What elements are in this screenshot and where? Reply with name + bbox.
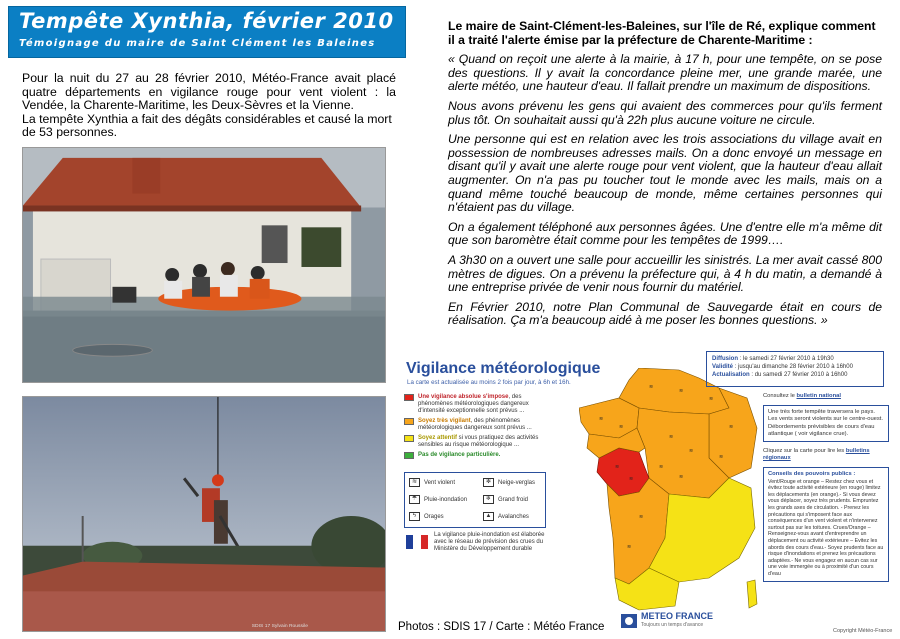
validite-value: : jusqu'au dimanche 28 février 2010 à 16h00 xyxy=(733,364,853,370)
photo-credits: Photos : SDIS 17 / Carte : Météo France xyxy=(398,621,605,633)
page-subtitle: Témoignage du maire de Saint Clément les Baleines xyxy=(19,38,376,49)
lightning-icon: ϟ xyxy=(409,512,420,521)
legend-yellow-title: Soyez attentif xyxy=(418,435,458,441)
svg-text:≋: ≋ xyxy=(629,476,634,482)
svg-text:≋: ≋ xyxy=(649,384,654,390)
header-banner xyxy=(8,6,406,58)
icon-orages xyxy=(409,512,444,521)
article-paragraph: Nous avons prévenu les gens qui avaient des commerces pour qu'ils ferment plus tôt. On souhaitait aussi qu'à 22h plus aucune voiture ne circule. xyxy=(448,98,882,127)
svg-text:≋: ≋ xyxy=(679,474,684,480)
svg-text:≋: ≋ xyxy=(627,544,632,550)
validite-line xyxy=(712,363,878,371)
storm-note-box: Une très forte tempête traversera le pays. Les vents seront violents sur le centre-ouest. Débordements prévisibles de cours d'eau atlantique ( voir vigilance crue). xyxy=(763,405,889,442)
diffusion-line xyxy=(712,355,878,363)
intro-paragraph-1: Pour la nuit du 27 au 28 février 2010, Météo-France avait placé quatre départements en vigilance rouge pour vent violent : la Vendée, la Charente-Maritime, les Deux-Sèvres et la Vienne. xyxy=(22,71,396,113)
svg-text:≋: ≋ xyxy=(689,448,694,454)
rain-icon: ☂ xyxy=(409,495,420,504)
snow-icon: ✻ xyxy=(483,478,494,487)
article-paragraph: « Quand on reçoit une alerte à la mairie, à 17 h, pour une tempête, on se pose des questions. Il y avait la concordance pleine mer, une grande marée, une alerte météo, une hauteur d'eau. Il fallait prendre un maximum de dispositions. xyxy=(448,52,882,94)
actualisation-value: : du samedi 27 février 2010 à 16h00 xyxy=(749,372,848,378)
article-lead: Le maire de Saint-Clément-les-Baleines, sur l'île de Ré, explique comment il a traité l'alerte émise par la préfecture de Charente-Maritime : xyxy=(448,19,876,47)
legend-red xyxy=(404,394,546,415)
bulletin-national-link[interactable]: bulletin national xyxy=(796,393,841,399)
click-text: Cliquez sur la carte pour lire les xyxy=(763,448,846,455)
helicopter-rescue-photo xyxy=(22,396,386,632)
flood-rescue-photo xyxy=(22,147,386,383)
intro-paragraph-2: La tempête Xynthia a fait des dégâts considérables et causé la mort de 53 personnes. xyxy=(22,111,392,140)
svg-text:≋: ≋ xyxy=(669,434,674,440)
legend-orange-text: , des phénomènes météorologiques dangereux sont prévus ... xyxy=(418,418,532,431)
icon-pluie-label: Pluie-inondation xyxy=(424,496,468,503)
svg-text:≋: ≋ xyxy=(719,454,724,460)
legend-swatch-yellow xyxy=(404,435,414,442)
icon-pluie xyxy=(409,495,467,504)
icon-neige-label: Neige-verglas xyxy=(498,479,536,486)
vigilance-subtitle: La carte est actualisée au moins 2 fois par jour, à 6h et 16h. xyxy=(407,379,571,386)
icon-vent xyxy=(409,478,455,487)
mayor-testimony xyxy=(448,20,882,334)
diffusion-info-box xyxy=(706,351,884,387)
legend-yellow-text: si vous pratiquez des activités sensibles au risque météorologique ... xyxy=(418,435,539,448)
diffusion-value: : le samedi 27 février 2010 à 19h30 xyxy=(738,356,834,362)
article-paragraph: En Février 2010, notre Plan Communal de Sauvegarde était en cours de réalisation. Ça m'a beaucoup aidé à me poser les bonnes questions. » xyxy=(448,299,882,328)
map-side-column xyxy=(763,393,889,588)
legend-red-title: Une vigilance absolue s'impose xyxy=(418,394,509,400)
legend-orange xyxy=(404,418,546,432)
republique-flag-icon xyxy=(406,535,428,549)
meteo-france-logo-text xyxy=(641,612,713,630)
consult-text: Consultez le xyxy=(763,393,797,399)
actualisation-line xyxy=(712,371,878,379)
svg-text:≋: ≋ xyxy=(599,416,604,422)
wind-icon: ≋ xyxy=(409,478,420,487)
flood-rescue-image xyxy=(23,148,385,382)
helicopter-rescue-image xyxy=(23,397,385,631)
article-paragraph: A 3h30 on a ouvert une salle pour accueillir les sinistrés. La mer avait cassé 800 mètres de digues. On a prévenu la préfecture qui, à 4 h du matin, a demandé à une entreprise privée de venir nous fournir du matériel. xyxy=(448,252,882,295)
svg-text:≋: ≋ xyxy=(659,464,664,470)
map-copyright: Copyright Météo-France xyxy=(833,628,893,634)
pluie-inondation-note xyxy=(404,532,546,562)
svg-text:≋: ≋ xyxy=(679,388,684,394)
svg-text:≋: ≋ xyxy=(639,514,644,520)
legend-green-title: Pas de vigilance particulière. xyxy=(418,452,501,458)
legend-swatch-red xyxy=(404,394,414,401)
icon-avalanches xyxy=(483,512,529,521)
france-vigilance-map[interactable] xyxy=(579,368,759,614)
icon-froid xyxy=(483,495,528,504)
intro-text xyxy=(22,72,396,140)
icon-vent-label: Vent violent xyxy=(424,479,456,486)
photo-credit-caption: SDIS 17 Sylvain Roussile xyxy=(251,624,308,630)
phenomena-icons xyxy=(404,472,546,528)
consult-line xyxy=(763,393,889,400)
advice-title: Conseils des pouvoirs publics : xyxy=(768,471,856,478)
click-line xyxy=(763,448,889,462)
svg-text:≋: ≋ xyxy=(729,424,734,430)
legend-red-text: , des phénomènes météorologiques dangereux d'intensité exceptionnelle sont prévus ... xyxy=(418,394,529,414)
logo-name: METEO FRANCE xyxy=(641,611,713,621)
legend-orange-title: Soyez très vigilant xyxy=(418,418,471,424)
icon-orages-label: Orages xyxy=(424,513,444,520)
actualisation-label: Actualisation xyxy=(712,372,750,378)
vigilance-legend xyxy=(404,394,546,462)
legend-green xyxy=(404,452,546,459)
logo-tagline: Toujours un temps d'avance xyxy=(641,622,704,628)
article-paragraph: On a également téléphoné aux personnes âgées. Une d'entre elle m'a même dit que son baromètre était comme pour les tempêtes de 1999…. xyxy=(448,219,882,248)
vigilance-title: Vigilance météorologique xyxy=(406,360,601,377)
legend-yellow xyxy=(404,435,546,449)
page-title: Tempête Xynthia, février 2010 xyxy=(19,9,394,33)
legend-swatch-green xyxy=(404,452,414,459)
svg-text:≋: ≋ xyxy=(709,396,714,402)
thermometer-icon: ❄ xyxy=(483,495,494,504)
svg-text:≋: ≋ xyxy=(619,424,624,430)
legend-swatch-orange xyxy=(404,418,414,425)
vigilance-map-panel xyxy=(397,346,895,634)
bulletins-regionaux-link[interactable]: bulletins régionaux xyxy=(763,448,870,462)
avalanche-icon: ▲ xyxy=(483,512,494,521)
article-paragraph: Une personne qui est en relation avec les trois associations du village avait en possession de nombreuses adresses mails. On a donc envoyé un message en disant qu'il y avait une alerte rouge pour vent violent, que la hauteur d'eau allait augmenter. On n'a pas pu toucher tout le monde avec les mails, mais on a quand même touché beaucoup de monde, même certaines personnes qui n'étaient pas du village. xyxy=(448,132,882,215)
diffusion-label: Diffusion xyxy=(712,356,738,362)
pluie-note-text: La vigilance pluie-inondation est élaborée avec le réseau de prévision des crues du Ministère du Développement durable xyxy=(434,532,545,552)
svg-text:≋: ≋ xyxy=(615,464,620,470)
icon-avalanches-label: Avalanches xyxy=(498,513,529,520)
advice-text: Vent/Rouge et orange – Restez chez vous et évitez toute activité extérieure (en rouge) limitez les déplacements (en orange).- Si vous devez vous déplacer, soyez très prudents. Empruntez les grands axes de circulation. - Prenez les précautions qui s'imposent face aux conséquences d'un vent violent et n'intervenez surtout pas sur les toitures. Crues/Orange – Renseignez-vous avant d'entreprendre un déplacement ou activité extérieure – Evitez les abords des cours d'eau.- Soyez prudents face au risque d'inondations et prenez les précautions adaptées.- Ne vous engagez en aucun cas sur une voie immergée ou à proximité d'un cours d'eau xyxy=(768,478,884,577)
icon-neige xyxy=(483,478,535,487)
validite-label: Validité xyxy=(712,364,734,370)
icon-froid-label: Grand froid xyxy=(498,496,529,503)
advice-box xyxy=(763,467,889,581)
meteo-france-logo xyxy=(621,612,713,630)
meteo-france-logo-icon xyxy=(621,614,637,628)
map-region-corsica xyxy=(747,580,757,608)
